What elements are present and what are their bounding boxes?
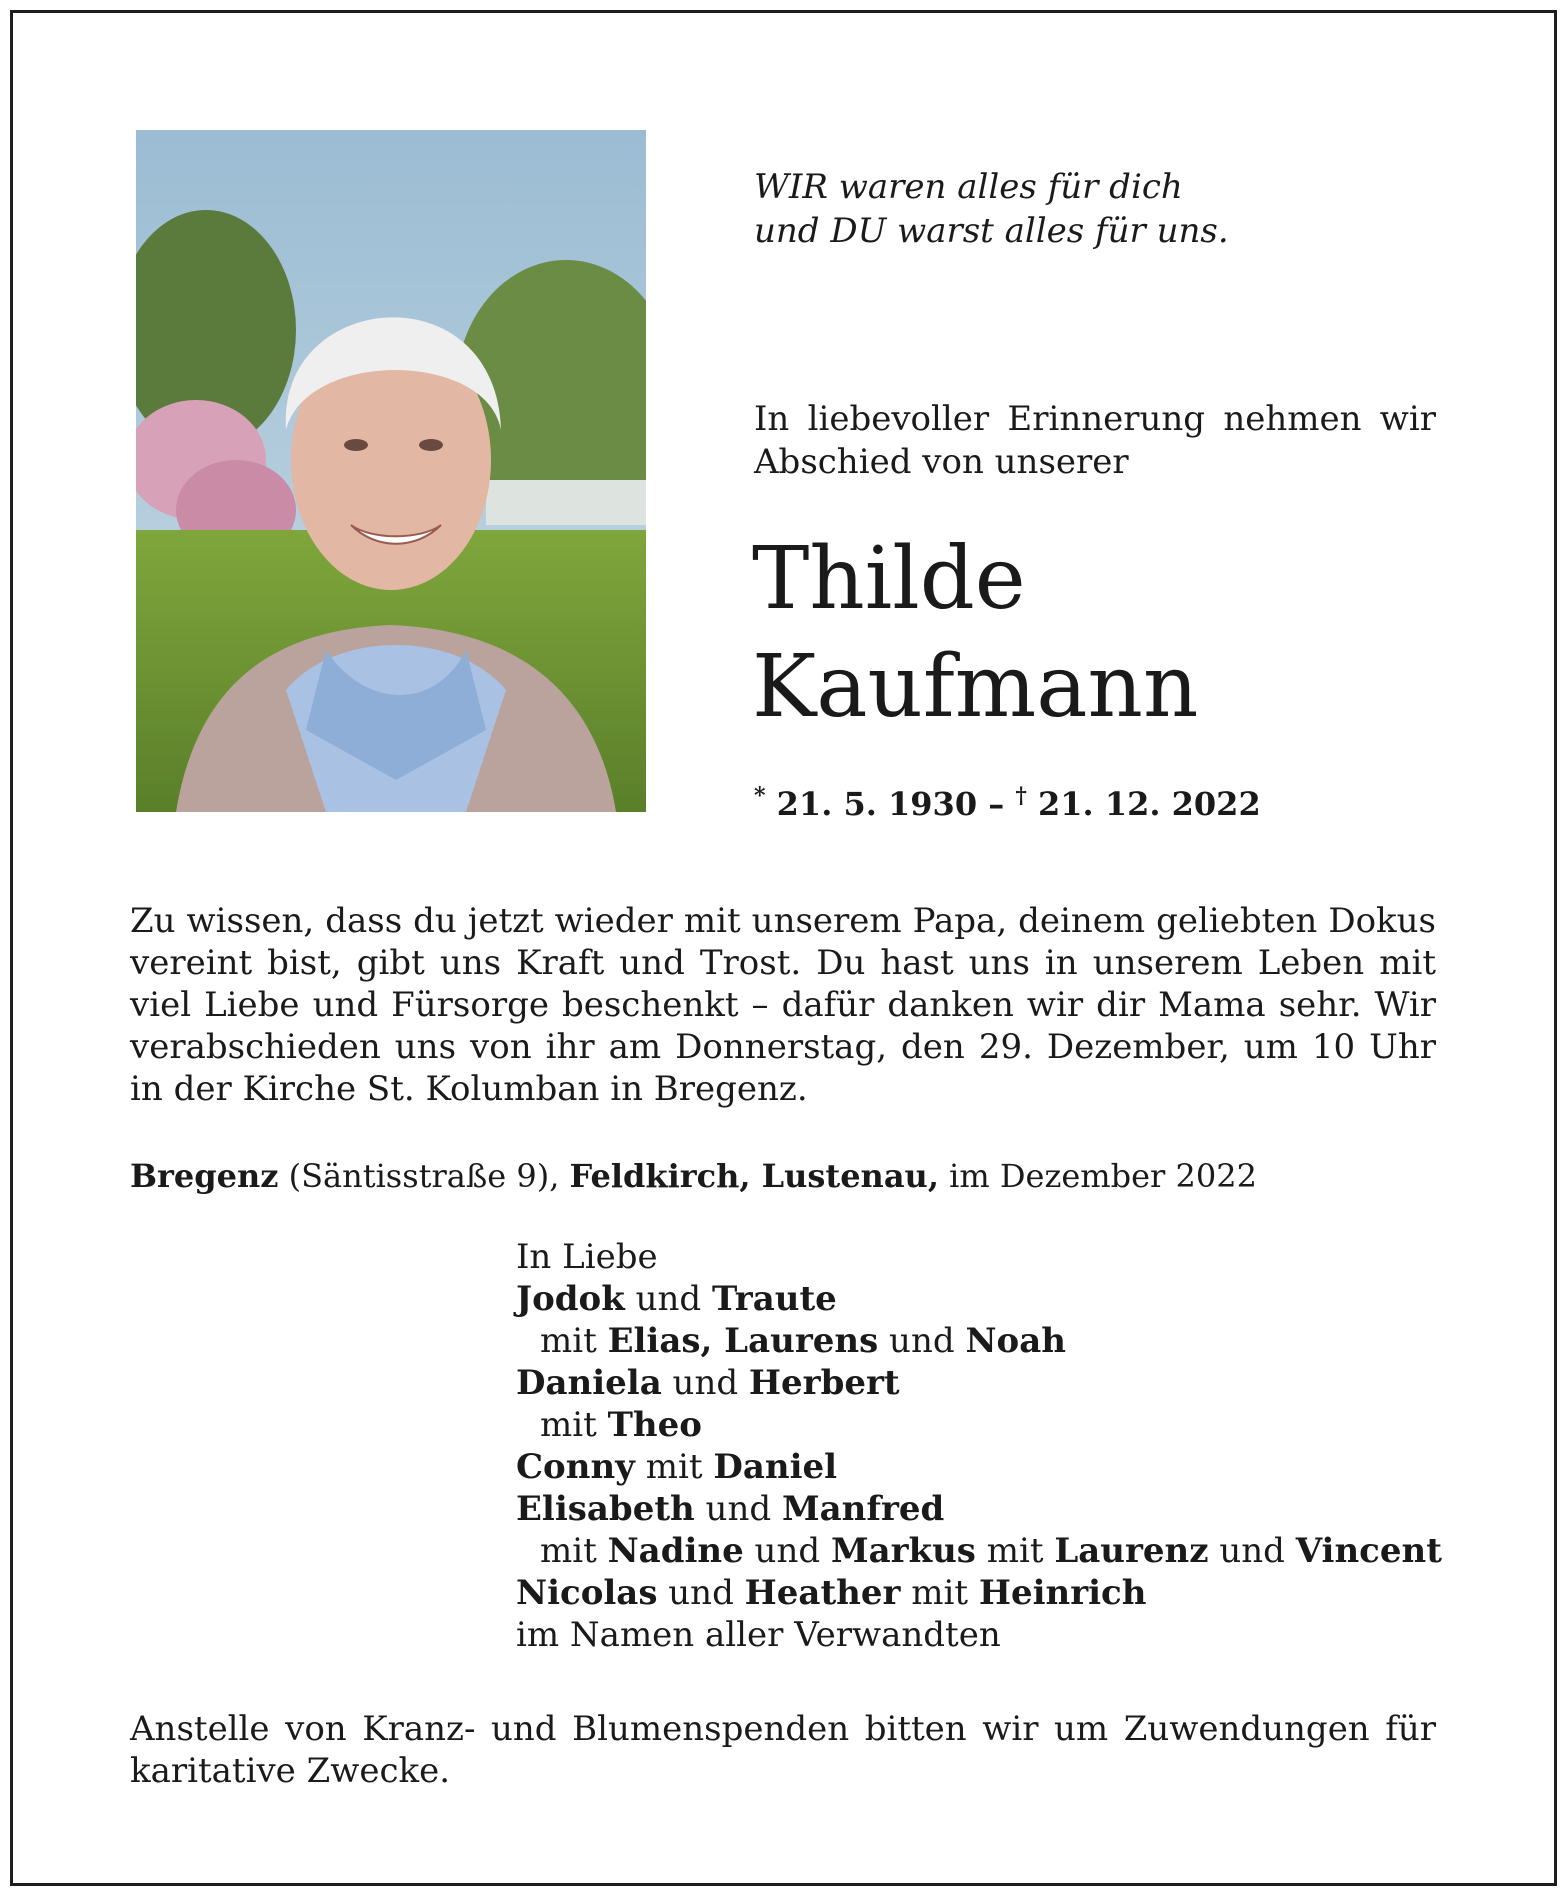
last-name: Kaufmann: [752, 637, 1199, 737]
family-row: [516, 1404, 1476, 1446]
family-person: Laurenz: [1054, 1531, 1209, 1571]
motto-line-1: WIR waren alles für dich: [754, 167, 1183, 207]
family-connector: und: [743, 1531, 831, 1571]
portrait-image: [136, 130, 646, 812]
family-person: Heather: [744, 1573, 901, 1613]
death-symbol: †: [1015, 783, 1027, 809]
message-paragraph: Zu wissen, dass du jetzt wieder mit unserem Papa, deinem geliebten Dokus vereint bist, gibt uns Kraft und Trost. Du hast uns in unserem Leben mit viel Liebe und Fürsorge beschenkt – dafür danken wir dir Mama sehr. Wir verabschieden uns von ihr am Donnerstag, den 29. Dezember, um 10 Uhr in der Kirche St. Kolumban in Bregenz.: [130, 901, 1436, 1109]
place-month: im Dezember 2022: [938, 1157, 1257, 1195]
motto-line-2: und DU warst alles für uns.: [754, 211, 1229, 251]
family-connector: und: [878, 1321, 966, 1361]
place-address: (Säntisstraße 9),: [278, 1157, 570, 1195]
motto-quote: [754, 165, 1474, 253]
family-row: [516, 1488, 1476, 1530]
family-closing: im Namen aller Verwandten: [516, 1615, 1001, 1655]
portrait-photo: [136, 130, 646, 812]
deceased-name: [752, 525, 1512, 741]
intro-text: [754, 398, 1436, 484]
family-connector: und: [657, 1573, 745, 1613]
family-person: Elisabeth: [516, 1489, 695, 1529]
family-person: Manfred: [781, 1489, 945, 1529]
family-person: Theo: [607, 1405, 702, 1445]
intro-line-1: In liebevoller Erinnerung nehmen wir: [754, 399, 1436, 439]
birth-date: 21. 5. 1930: [776, 785, 978, 823]
family-connector: und: [694, 1489, 782, 1529]
place-city-bregenz: Bregenz: [130, 1157, 279, 1195]
family-connector: mit: [540, 1531, 608, 1571]
life-dates: [754, 774, 1454, 826]
family-person: Traute: [711, 1279, 837, 1319]
family-person: Markus: [830, 1531, 976, 1571]
family-connector: und: [624, 1279, 712, 1319]
family-row: [516, 1530, 1476, 1572]
family-person: Noah: [965, 1321, 1066, 1361]
family-person: Daniel: [713, 1447, 838, 1487]
family-person: Elias, Laurens: [607, 1321, 879, 1361]
family-person: Herbert: [748, 1363, 900, 1403]
place-cities: Feldkirch, Lustenau,: [569, 1157, 939, 1195]
family-connector: mit: [540, 1321, 608, 1361]
family-connector: mit: [634, 1447, 714, 1487]
family-connector: und: [1208, 1531, 1296, 1571]
family-person: Heinrich: [978, 1573, 1147, 1613]
family-row: [516, 1362, 1476, 1404]
family-person: Vincent: [1295, 1531, 1442, 1571]
date-separator: –: [988, 785, 1005, 823]
birth-symbol: *: [754, 783, 766, 809]
family-person: Nadine: [607, 1531, 744, 1571]
family-row: [516, 1278, 1476, 1320]
donation-note: [130, 1708, 1436, 1792]
family-row: [516, 1572, 1476, 1614]
family-person: Jodok: [516, 1279, 625, 1319]
family-row: [516, 1320, 1476, 1362]
family-person: Daniela: [516, 1363, 662, 1403]
intro-line-2: Abschied von unserer: [754, 442, 1129, 482]
family-list: [516, 1236, 1476, 1656]
family-connector: und: [661, 1363, 749, 1403]
place-date-line: [130, 1154, 1450, 1198]
first-name: Thilde: [752, 529, 1026, 629]
death-date: 21. 12. 2022: [1038, 785, 1261, 823]
family-connector: mit: [540, 1405, 608, 1445]
family-person: Nicolas: [516, 1573, 658, 1613]
family-greeting: In Liebe: [516, 1237, 658, 1277]
donation-line-2: karitative Zwecke.: [130, 1751, 451, 1791]
family-person: Conny: [516, 1447, 635, 1487]
donation-line-1: Anstelle von Kranz- und Blumenspenden bitten wir um Zuwendungen für: [130, 1709, 1436, 1749]
family-row: [516, 1446, 1476, 1488]
family-connector: mit: [900, 1573, 979, 1613]
family-connector: mit: [975, 1531, 1055, 1571]
